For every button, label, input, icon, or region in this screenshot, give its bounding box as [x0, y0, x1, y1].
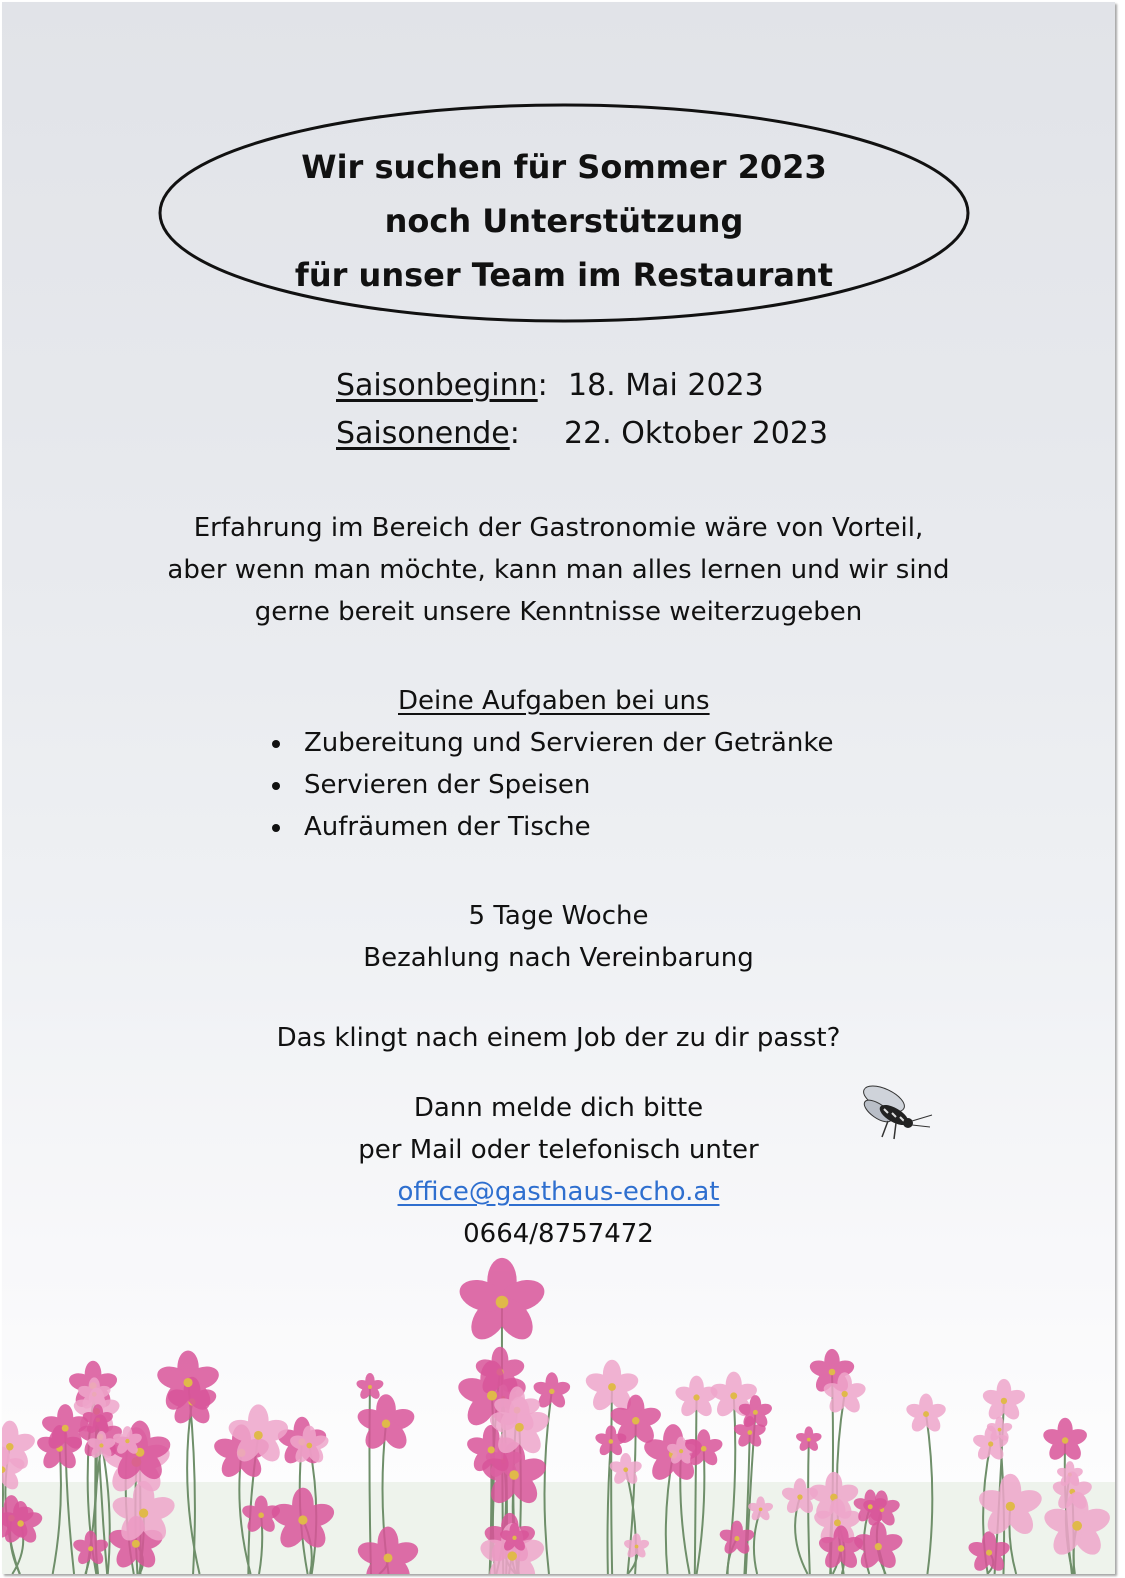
flyer-page [2, 2, 1115, 1574]
list-item: Aufräumen der Tische [272, 806, 833, 848]
phone-number: 0664/8757472 [463, 1219, 654, 1249]
intro-line-2: aber wenn man möchte, kann man alles lernen und wir sind [167, 555, 950, 585]
contact-line-1: Dann melde dich bitte [413, 1093, 704, 1123]
tasks-title: Deine Aufgaben bei uns [398, 686, 710, 716]
job-terms [2, 895, 1115, 979]
heading-ellipse [156, 100, 972, 330]
heading-line-2: noch Unterstützung [384, 202, 744, 240]
season-end-label: Saisonende [336, 416, 510, 451]
season-end-value: 22. Oktober 2023 [564, 416, 829, 451]
contact-line-2: per Mail oder telefonisch unter [358, 1135, 759, 1165]
contact-block [2, 1087, 1115, 1255]
terms-line-1: 5 Tage Woche [468, 901, 649, 931]
heading-line-3: für unser Team im Restaurant [294, 256, 834, 294]
intro-text [2, 507, 1115, 633]
closing-question: Das klingt nach einem Job der zu dir passt? [276, 1023, 841, 1053]
season-start-value: 18. Mai 2023 [568, 368, 764, 403]
heading-line-1: Wir suchen für Sommer 2023 [301, 148, 827, 186]
heading-text [156, 140, 972, 302]
season-start-row: Saisonbeginn: 18. Mai 2023 [336, 362, 548, 410]
season-start-label: Saisonbeginn [336, 368, 538, 403]
flower-meadow-illustration [2, 1252, 1115, 1574]
email-link[interactable]: office@gasthaus-echo.at [397, 1177, 720, 1207]
tasks-list [272, 722, 833, 848]
intro-line-3: gerne bereit unsere Kenntnisse weiterzugeben [254, 597, 863, 627]
list-item: Zubereitung und Servieren der Getränke [272, 722, 833, 764]
insect-icon [848, 1077, 938, 1147]
season-end-row: Saisonende: 22. Oktober 2023 [336, 410, 548, 458]
intro-line-1: Erfahrung im Bereich der Gastronomie wäre von Vorteil, [193, 513, 924, 543]
season-dates [336, 362, 829, 458]
list-item: Servieren der Speisen [272, 764, 833, 806]
terms-line-2: Bezahlung nach Vereinbarung [363, 943, 754, 973]
